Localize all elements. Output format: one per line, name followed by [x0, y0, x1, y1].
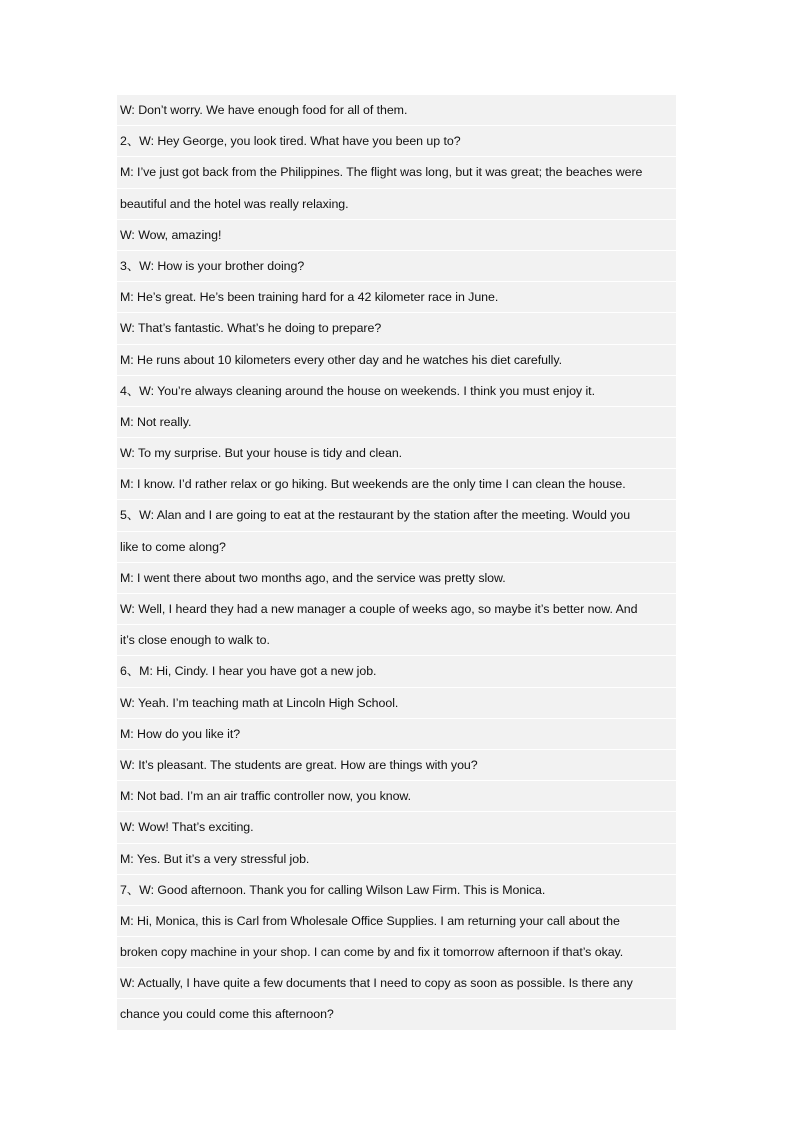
transcript-line: M: Yes. But it’s a very stressful job.	[117, 844, 676, 875]
transcript-text	[117, 95, 676, 1031]
transcript-line: M: He’s great. He’s been training hard for a 42 kilometer race in June.	[117, 282, 676, 313]
transcript-line: 4、W: You’re always cleaning around the house on weekends. I think you must enjoy it.	[117, 376, 676, 407]
transcript-line: like to come along?	[117, 532, 676, 563]
transcript-line: 7、W: Good afternoon. Thank you for calling Wilson Law Firm. This is Monica.	[117, 875, 676, 906]
transcript-line: M: I’ve just got back from the Philippines. The flight was long, but it was great; the beaches were	[117, 157, 676, 188]
transcript-line: W: Well, I heard they had a new manager a couple of weeks ago, so maybe it’s better now. And	[117, 594, 676, 625]
transcript-line: W: Wow, amazing!	[117, 220, 676, 251]
transcript-line: M: Hi, Monica, this is Carl from Wholesale Office Supplies. I am returning your call about the	[117, 906, 676, 937]
transcript-line: M: He runs about 10 kilometers every other day and he watches his diet carefully.	[117, 345, 676, 376]
transcript-line: W: To my surprise. But your house is tidy and clean.	[117, 438, 676, 469]
transcript-line: M: I know. I’d rather relax or go hiking. But weekends are the only time I can clean the house.	[117, 469, 676, 500]
transcript-line: M: How do you like it?	[117, 719, 676, 750]
transcript-line: broken copy machine in your shop. I can come by and fix it tomorrow afternoon if that’s okay.	[117, 937, 676, 968]
transcript-line: W: Wow! That’s exciting.	[117, 812, 676, 843]
transcript-line: 5、W: Alan and I are going to eat at the restaurant by the station after the meeting. Would you	[117, 500, 676, 531]
transcript-line: M: I went there about two months ago, and the service was pretty slow.	[117, 563, 676, 594]
transcript-line: M: Not really.	[117, 407, 676, 438]
transcript-line: W: Don’t worry. We have enough food for all of them.	[117, 95, 676, 126]
transcript-line: 2、W: Hey George, you look tired. What have you been up to?	[117, 126, 676, 157]
transcript-line: beautiful and the hotel was really relaxing.	[117, 189, 676, 220]
transcript-line: W: Actually, I have quite a few documents that I need to copy as soon as possible. Is there any	[117, 968, 676, 999]
transcript-line: W: It’s pleasant. The students are great. How are things with you?	[117, 750, 676, 781]
transcript-line: chance you could come this afternoon?	[117, 999, 676, 1030]
transcript-line: it’s close enough to walk to.	[117, 625, 676, 656]
transcript-line: 3、W: How is your brother doing?	[117, 251, 676, 282]
transcript-line: W: That’s fantastic. What’s he doing to prepare?	[117, 313, 676, 344]
transcript-line: 6、M: Hi, Cindy. I hear you have got a new job.	[117, 656, 676, 687]
transcript-line: W: Yeah. I’m teaching math at Lincoln High School.	[117, 688, 676, 719]
transcript-line: M: Not bad. I’m an air traffic controller now, you know.	[117, 781, 676, 812]
